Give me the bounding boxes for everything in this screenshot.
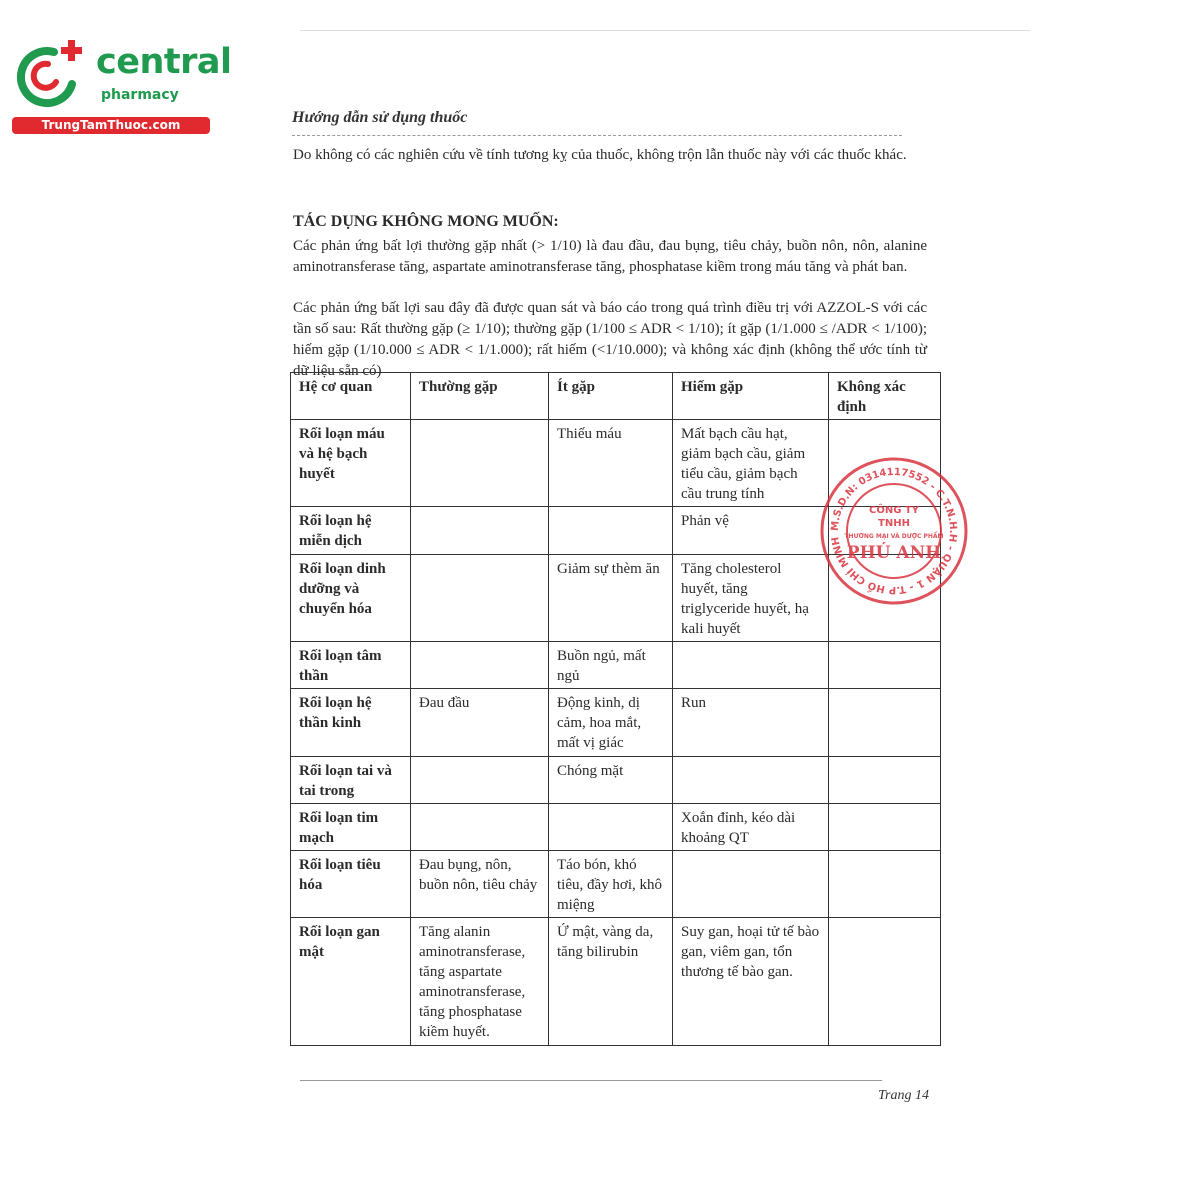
unknown-cell bbox=[829, 804, 941, 851]
unknown-cell bbox=[829, 918, 941, 1046]
table-row bbox=[291, 804, 941, 851]
company-stamp bbox=[818, 455, 970, 607]
rare-cell: Suy gan, hoại tử tế bào gan, viêm gan, tổn thương tế bào gan. bbox=[673, 918, 829, 1046]
unknown-cell bbox=[829, 642, 941, 689]
uncommon-cell: Chóng mặt bbox=[549, 757, 673, 804]
page-number: Trang 14 bbox=[878, 1088, 929, 1103]
rare-cell bbox=[673, 642, 829, 689]
logo-subtitle: pharmacy bbox=[101, 87, 179, 103]
uncommon-cell bbox=[549, 507, 673, 555]
organ-cell: Rối loạn tai và tai trong bbox=[291, 757, 411, 804]
rare-cell bbox=[673, 851, 829, 918]
uncommon-cell: Giảm sự thèm ăn bbox=[549, 555, 673, 642]
table-row bbox=[291, 642, 941, 689]
section-paragraph-2: Các phản ứng bất lợi sau đây đã được quan sát và báo cáo trong quá trình điều trị với AZZOL-S với các tần số sau: Rất thường gặp (≥ 1/10); thường gặp (1/100 ≤ ADR < 1/10); ít gặp (1/1.000 ≤ /ADR < 1/100); hiếm gặp (1/10.000 ≤ ADR < 1/1.000); rất hiếm (<1/10.000); và không xác định (không thể ước tính từ dữ liệu sẵn có) bbox=[293, 300, 927, 379]
rare-cell: Run bbox=[673, 689, 829, 757]
common-cell bbox=[411, 757, 549, 804]
common-cell: Tăng alanin aminotransferase, tăng aspartate aminotransferase, tăng phosphatase kiềm huyết. bbox=[411, 918, 549, 1046]
table-row bbox=[291, 757, 941, 804]
section-paragraph-1: Các phản ứng bất lợi thường gặp nhất (> 1/10) là đau đầu, đau bụng, tiêu chảy, buồn nôn, nôn, alanine aminotransferase tăng, aspartate aminotransferase tăng, phosphatase kiềm trong máu tăng và phát ban. bbox=[293, 238, 927, 275]
common-cell bbox=[411, 555, 549, 642]
organ-cell: Rối loạn tâm thần bbox=[291, 642, 411, 689]
logo-name: central bbox=[96, 42, 232, 82]
common-cell bbox=[411, 420, 549, 507]
rare-cell: Xoắn đỉnh, kéo dài khoảng QT bbox=[673, 804, 829, 851]
table-row bbox=[291, 918, 941, 1046]
header-rare: Hiếm gặp bbox=[673, 373, 829, 420]
table-header-row bbox=[291, 373, 941, 420]
organ-cell: Rối loạn hệ thần kinh bbox=[291, 689, 411, 757]
section-title: TÁC DỤNG KHÔNG MONG MUỐN: bbox=[293, 213, 559, 230]
rare-cell: Phản vệ bbox=[673, 507, 829, 555]
organ-cell: Rối loạn hệ miễn dịch bbox=[291, 507, 411, 555]
common-cell: Đau đầu bbox=[411, 689, 549, 757]
uncommon-cell: Thiếu máu bbox=[549, 420, 673, 507]
uncommon-cell: Buồn ngủ, mất ngủ bbox=[549, 642, 673, 689]
stamp-name: PHÚ ANH bbox=[846, 543, 942, 563]
uncommon-cell: Táo bón, khó tiêu, đầy hơi, khô miệng bbox=[549, 851, 673, 918]
rare-cell: Mất bạch cầu hạt, giảm bạch cầu, giảm tiểu cầu, giảm bạch cầu trung tính bbox=[673, 420, 829, 507]
stamp-company: CÔNG TY bbox=[869, 505, 919, 516]
header-uncommon: Ít gặp bbox=[549, 373, 673, 420]
header-unknown: Không xác định bbox=[829, 373, 941, 420]
stamp-desc: THƯƠNG MẠI VÀ DƯỢC PHẨM bbox=[844, 533, 944, 540]
uncommon-cell: Động kinh, dị cảm, hoa mắt, mất vị giác bbox=[549, 689, 673, 757]
header-divider bbox=[292, 135, 902, 136]
top-edge-line bbox=[300, 30, 1030, 31]
uncommon-cell: Ứ mật, vàng da, tăng bilirubin bbox=[549, 918, 673, 1046]
unknown-cell bbox=[829, 757, 941, 804]
stamp-type: TNHH bbox=[878, 518, 910, 529]
rare-cell: Tăng cholesterol huyết, tăng triglyceride huyết, hạ kali huyết bbox=[673, 555, 829, 642]
uncommon-cell bbox=[549, 804, 673, 851]
stamp-ring-text: M.S.D.N: 0314117552 - C.T.N.H.H - QUẬN 1 - T.P HỒ CHÍ MINH bbox=[829, 466, 959, 596]
common-cell bbox=[411, 642, 549, 689]
table-row bbox=[291, 851, 941, 918]
page-header-title: Hướng dẫn sử dụng thuốc bbox=[292, 109, 468, 126]
organ-cell: Rối loạn tiêu hóa bbox=[291, 851, 411, 918]
organ-cell: Rối loạn gan mật bbox=[291, 918, 411, 1046]
common-cell bbox=[411, 507, 549, 555]
organ-cell: Rối loạn dinh dưỡng và chuyển hóa bbox=[291, 555, 411, 642]
unknown-cell bbox=[829, 689, 941, 757]
intro-paragraph: Do không có các nghiên cứu về tính tương kỵ của thuốc, không trộn lẫn thuốc này với các thuốc khác. bbox=[293, 147, 907, 163]
unknown-cell bbox=[829, 851, 941, 918]
logo-url-banner: TrungTamThuoc.com bbox=[12, 117, 210, 134]
organ-cell: Rối loạn tim mạch bbox=[291, 804, 411, 851]
rare-cell bbox=[673, 757, 829, 804]
common-cell: Đau bụng, nôn, buồn nôn, tiêu chảy bbox=[411, 851, 549, 918]
common-cell bbox=[411, 804, 549, 851]
header-organ-system: Hệ cơ quan bbox=[291, 373, 411, 420]
footer-divider bbox=[300, 1080, 882, 1081]
organ-cell: Rối loạn máu và hệ bạch huyết bbox=[291, 420, 411, 507]
table-row bbox=[291, 689, 941, 757]
central-pharmacy-logo bbox=[10, 38, 232, 138]
pharmacy-cross-logo-icon bbox=[10, 38, 90, 108]
header-common: Thường gặp bbox=[411, 373, 549, 420]
